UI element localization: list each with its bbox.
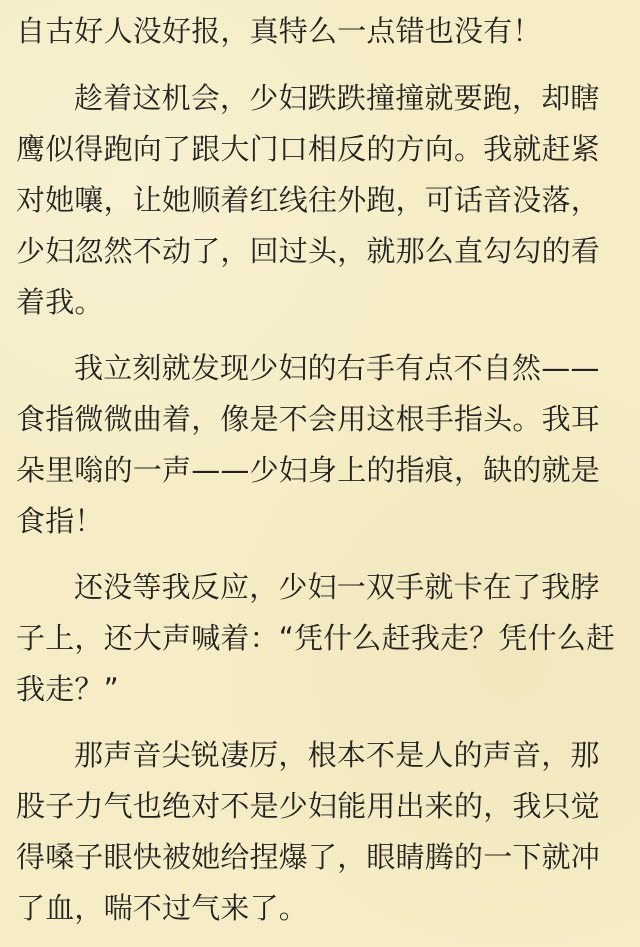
- paragraph-3: 我立刻就发现少妇的右手有点不自然——食指微微曲着，像是不会用这根手指头。我耳朵里嗡的一声——少妇身上的指痕，缺的就是食指！: [16, 351, 601, 538]
- paragraph-5: 那声音尖锐凄厉，根本不是人的声音，那股子力气也绝对不是少妇能用出来的，我只觉得嗓子眼快被她给捏爆了，眼睛腾的一下就冲了血，喘不过气来了。: [16, 738, 601, 925]
- paragraph-2: 趁着这机会，少妇跌跌撞撞就要跑，却瞎鹰似得跑向了跟大门口相反的方向。我就赶紧对她嚷，让她顺着红线往外跑，可话音没落，少妇忽然不动了，回过头，就那么直勾勾的看着我。: [16, 81, 601, 319]
- paragraph-4: 还没等我反应，少妇一双手就卡在了我脖子上，还大声喊着：“凭什么赶我走？凭什么赶我走？”: [16, 570, 616, 706]
- paragraph-1: 自古好人没好报，真特么一点错也没有！: [16, 14, 542, 48]
